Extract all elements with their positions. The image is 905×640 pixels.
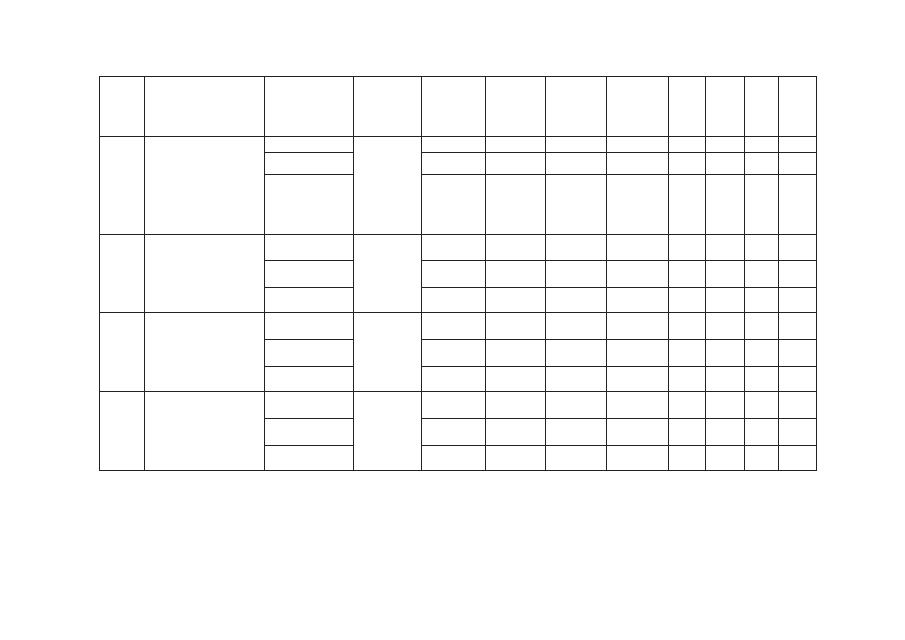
funding-source — [265, 77, 354, 137]
value-cell — [607, 367, 669, 392]
value-cell — [422, 175, 486, 235]
funding-source — [265, 175, 354, 235]
table-row — [100, 392, 817, 419]
funding-source — [265, 419, 354, 446]
measure-code — [100, 313, 145, 392]
value-cell — [669, 367, 706, 392]
value-cell — [745, 419, 779, 446]
table-row — [100, 137, 817, 153]
value-cell — [486, 153, 546, 175]
measure-name — [145, 77, 265, 137]
funding-source — [265, 340, 354, 367]
funding-source — [265, 288, 354, 313]
table-row — [100, 235, 817, 261]
value-cell — [669, 137, 706, 153]
value-cell — [486, 367, 546, 392]
value-cell — [779, 392, 817, 419]
value-cell — [607, 288, 669, 313]
value-cell — [669, 77, 706, 137]
value-cell — [607, 313, 669, 340]
value-cell — [486, 77, 546, 137]
value-cell — [706, 261, 745, 288]
value-cell — [422, 261, 486, 288]
value-cell — [546, 175, 607, 235]
value-cell — [422, 392, 486, 419]
funding-source — [265, 446, 354, 471]
value-cell — [706, 367, 745, 392]
value-cell — [546, 392, 607, 419]
measure-name — [145, 137, 265, 235]
value-cell — [607, 392, 669, 419]
value-cell — [546, 367, 607, 392]
funding-source — [265, 153, 354, 175]
value-cell — [745, 313, 779, 340]
value-cell — [486, 137, 546, 153]
value-cell — [546, 235, 607, 261]
value-cell — [779, 235, 817, 261]
value-cell — [422, 137, 486, 153]
value-cell — [546, 153, 607, 175]
value-cell — [486, 175, 546, 235]
value-cell — [422, 446, 486, 471]
value-cell — [745, 261, 779, 288]
executor — [354, 137, 422, 235]
value-cell — [607, 77, 669, 137]
value-cell — [422, 340, 486, 367]
value-cell — [706, 446, 745, 471]
value-cell — [546, 288, 607, 313]
value-cell — [745, 446, 779, 471]
value-cell — [486, 419, 546, 446]
value-cell — [669, 261, 706, 288]
value-cell — [422, 419, 486, 446]
value-cell — [745, 288, 779, 313]
value-cell — [546, 419, 607, 446]
value-cell — [745, 392, 779, 419]
value-cell — [546, 77, 607, 137]
funding-source — [265, 367, 354, 392]
value-cell — [607, 261, 669, 288]
value-cell — [486, 235, 546, 261]
value-cell — [779, 261, 817, 288]
value-cell — [486, 288, 546, 313]
value-cell — [706, 153, 745, 175]
value-cell — [779, 153, 817, 175]
value-cell — [422, 313, 486, 340]
value-cell — [607, 419, 669, 446]
value-cell — [669, 235, 706, 261]
value-cell — [745, 137, 779, 153]
value-cell — [546, 137, 607, 153]
value-cell — [546, 340, 607, 367]
value-cell — [422, 367, 486, 392]
value-cell — [486, 313, 546, 340]
measure-name — [145, 392, 265, 471]
value-cell — [779, 419, 817, 446]
value-cell — [745, 340, 779, 367]
executor — [354, 77, 422, 137]
value-cell — [607, 175, 669, 235]
value-cell — [779, 137, 817, 153]
value-cell — [486, 261, 546, 288]
value-cell — [486, 392, 546, 419]
value-cell — [779, 340, 817, 367]
value-cell — [669, 446, 706, 471]
table-row — [100, 77, 817, 137]
executor — [354, 235, 422, 313]
measure-code — [100, 392, 145, 471]
measure-code — [100, 235, 145, 313]
value-cell — [607, 137, 669, 153]
funding-source — [265, 392, 354, 419]
value-cell — [607, 340, 669, 367]
value-cell — [779, 367, 817, 392]
measure-name — [145, 313, 265, 392]
value-cell — [669, 340, 706, 367]
value-cell — [745, 175, 779, 235]
value-cell — [669, 419, 706, 446]
value-cell — [779, 313, 817, 340]
value-cell — [779, 288, 817, 313]
value-cell — [745, 235, 779, 261]
value-cell — [422, 235, 486, 261]
executor — [354, 392, 422, 471]
measure-code — [100, 77, 145, 137]
value-cell — [745, 77, 779, 137]
value-cell — [546, 446, 607, 471]
value-cell — [706, 419, 745, 446]
value-cell — [607, 446, 669, 471]
funding-source — [265, 313, 354, 340]
value-cell — [706, 175, 745, 235]
value-cell — [546, 313, 607, 340]
value-cell — [607, 153, 669, 175]
value-cell — [706, 392, 745, 419]
value-cell — [486, 340, 546, 367]
value-cell — [745, 153, 779, 175]
value-cell — [607, 235, 669, 261]
value-cell — [669, 153, 706, 175]
funding-source — [265, 261, 354, 288]
value-cell — [706, 235, 745, 261]
value-cell — [422, 288, 486, 313]
value-cell — [706, 340, 745, 367]
value-cell — [669, 392, 706, 419]
value-cell — [706, 313, 745, 340]
executor — [354, 313, 422, 392]
value-cell — [669, 313, 706, 340]
measure-code — [100, 137, 145, 235]
value-cell — [779, 77, 817, 137]
program-table — [99, 76, 817, 471]
value-cell — [422, 153, 486, 175]
funding-source — [265, 235, 354, 261]
table-row — [100, 313, 817, 340]
value-cell — [706, 77, 745, 137]
table-body — [100, 77, 817, 471]
value-cell — [706, 288, 745, 313]
funding-source — [265, 137, 354, 153]
value-cell — [779, 446, 817, 471]
value-cell — [546, 261, 607, 288]
value-cell — [779, 175, 817, 235]
value-cell — [422, 77, 486, 137]
value-cell — [669, 288, 706, 313]
measure-name — [145, 235, 265, 313]
value-cell — [706, 137, 745, 153]
value-cell — [669, 175, 706, 235]
value-cell — [486, 446, 546, 471]
value-cell — [745, 367, 779, 392]
